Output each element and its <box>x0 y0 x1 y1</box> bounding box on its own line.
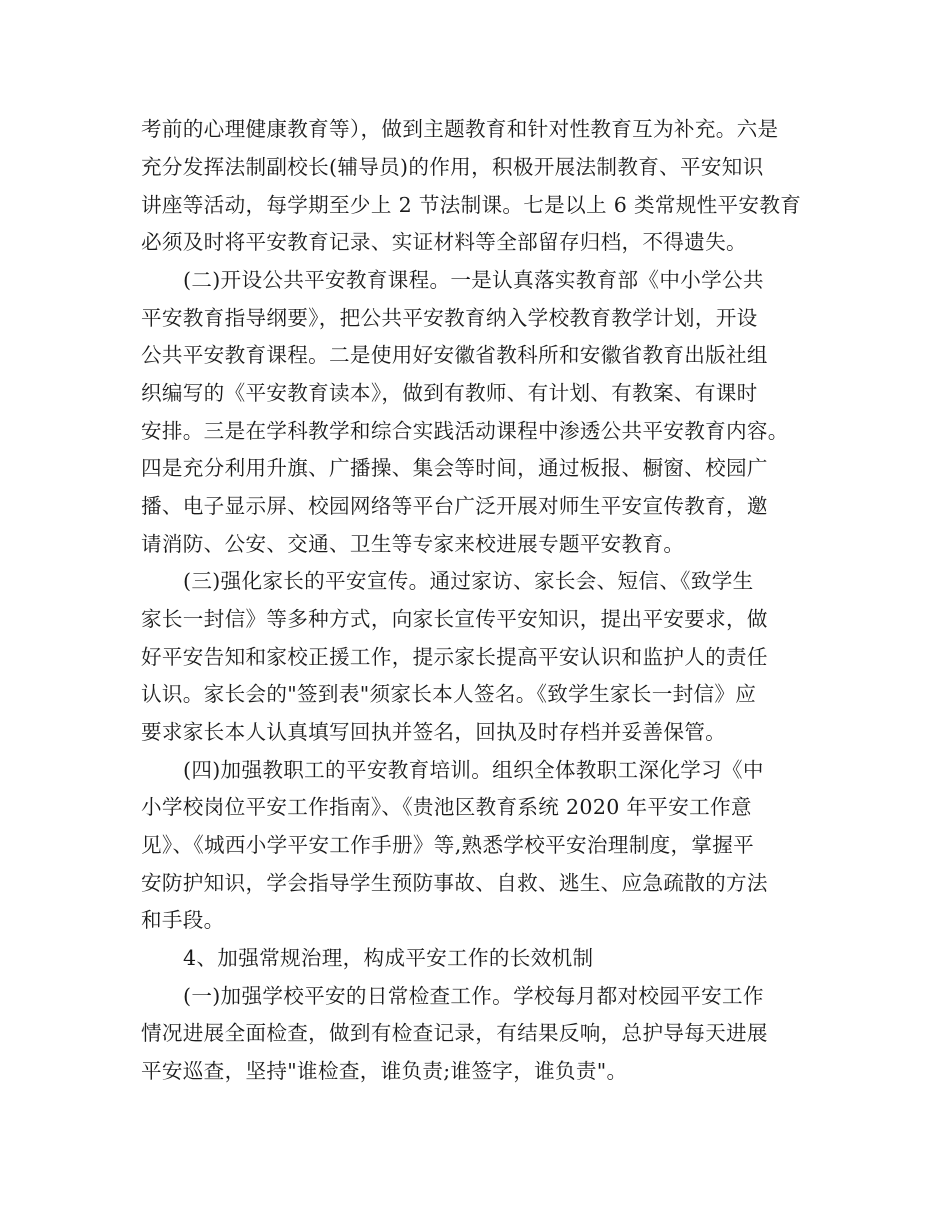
text-line: 平安巡查，坚持"谁检查，谁负责;谁签字，谁负责"。 <box>141 1059 628 1083</box>
text-line: 四是充分利用升旗、广播操、集会等时间，通过板报、橱窗、校园广 <box>141 456 768 480</box>
text-line: 和手段。 <box>141 908 225 932</box>
text-line: 织编写的《平安教育读本》，做到有教师、有计划、有教案、有课时 <box>141 381 758 405</box>
paragraph-heading-3: (三)强化家长的平安宣传。通过家访、家长会、短信、《致学生 <box>183 569 754 593</box>
text-line: 平安教育指导纲要》，把公共平安教育纳入学校教育教学计划，开设 <box>141 306 758 330</box>
text-line: 家长一封信》等多种方式，向家长宣传平安知识，提出平安要求，做 <box>141 607 768 631</box>
section-heading: 4、加强常规治理，构成平安工作的长效机制 <box>183 946 594 970</box>
text-line: 考前的心理健康教育等），做到主题教育和针对性教育互为补充。六是 <box>141 117 779 141</box>
text-line: 认识。家长会的"签到表"须家长本人签名。《致学生家长一封信》应 <box>141 682 757 706</box>
text-line: 安排。三是在学科教学和综合实践活动课程中渗透公共平安教育内容。 <box>141 419 789 443</box>
text-line: 见》、《城西小学平安工作手册》等,熟悉学校平安治理制度，掌握平 <box>141 833 755 857</box>
text-line: 小学校岗位平安工作指南》、《贵池区教育系统 2020 年平安工作意 <box>141 795 752 819</box>
text-line: 好平安告知和家校正援工作，提示家长提高平安认识和监护人的责任 <box>141 645 768 669</box>
text-line: 要求家长本人认真填写回执并签名，回执及时存档并妥善保管。 <box>141 720 727 744</box>
text-line: 安防护知识，学会指导学生预防事故、自救、逃生、应急疏散的方法 <box>141 871 768 895</box>
text-line: 播、电子显示屏、校园网络等平台广泛开展对师生平安宣传教育，邀 <box>141 494 768 518</box>
paragraph-heading-4: (四)加强教职工的平安教育培训。组织全体教职工深化学习《中 <box>183 758 764 782</box>
text-line: 情况进展全面检查，做到有检查记录，有结果反响，总护导每天进展 <box>141 1021 768 1045</box>
text-line: 讲座等活动，每学期至少上 2 节法制课。七是以上 6 类常规性平安教育 <box>141 193 802 217</box>
text-line: 充分发挥法制副校长(辅导员)的作用，积极开展法制教育、平安知识 <box>141 155 764 179</box>
text-line: 请消防、公安、交通、卫生等专家来校进展专题平安教育。 <box>141 532 685 556</box>
text-line: 公共平安教育课程。二是使用好安徽省教科所和安徽省教育出版社组 <box>141 343 768 367</box>
paragraph-heading-2: (二)开设公共平安教育课程。一是认真落实教育部《中小学公共 <box>183 268 764 292</box>
paragraph-heading-1: (一)加强学校平安的日常检查工作。学校每月都对校园平安工作 <box>183 984 764 1008</box>
text-line: 必须及时将平安教育记录、实证材料等全部留存归档，不得遗失。 <box>141 230 747 254</box>
